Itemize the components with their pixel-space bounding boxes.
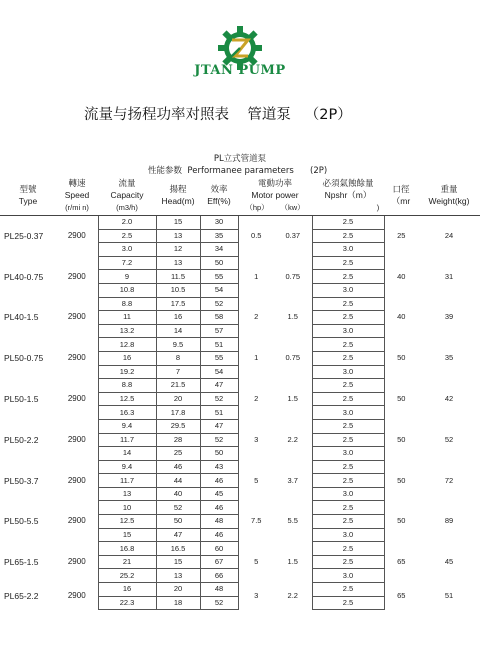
cell-port: 50 [397, 516, 406, 526]
col-header-eff [200, 175, 238, 216]
col-speed-en: Speed [64, 189, 90, 200]
col-motor-kw: （kw） [280, 202, 305, 212]
cell-model: PL40-0.75 [4, 271, 44, 282]
cell-weight: 89 [444, 516, 454, 526]
cell-head: 25 [156, 447, 200, 461]
cell-speed: 2900 [67, 231, 86, 241]
cell-capacity: 22.3 [98, 596, 156, 610]
cell-eff: 35 [200, 229, 238, 243]
cell-capacity: 13 [98, 487, 156, 501]
cell-speed: 2900 [67, 353, 86, 363]
cell-weight: 52 [444, 434, 454, 444]
cell-npshr: 3.0 [312, 487, 384, 501]
cell-weight: 72 [444, 475, 454, 485]
cell-capacity: 11 [98, 311, 156, 325]
cell-head: 17.5 [156, 297, 200, 311]
cell-port: 25 [397, 231, 406, 241]
col-eff-cn: 效率 [210, 184, 228, 194]
cell-npshr: 2.5 [312, 596, 384, 610]
table-subtitle-parameters: 性能参数 Performanee parameters (2P) [148, 166, 328, 176]
cell-head: 13 [156, 569, 200, 583]
cell-motor-kw: 3.7 [287, 475, 298, 485]
cell-npshr: 3.0 [312, 324, 384, 338]
cell-head: 16 [156, 311, 200, 325]
table-row [0, 216, 480, 230]
cell-head: 12 [156, 243, 200, 257]
cell-head: 18 [156, 596, 200, 610]
cell-head: 9.5 [156, 338, 200, 352]
cell-motor-hp: 5 [254, 475, 259, 485]
cell-motor-hp: 3 [254, 591, 259, 601]
cell-head: 17.8 [156, 406, 200, 420]
col-header-speed [56, 175, 98, 216]
cell-port: 65 [397, 591, 406, 601]
cell-head: 50 [156, 515, 200, 529]
cell-npshr: 2.5 [312, 229, 384, 243]
cell-npshr: 3.0 [312, 283, 384, 297]
cell-capacity: 16 [98, 583, 156, 597]
cell-eff: 34 [200, 243, 238, 257]
cell-head: 15 [156, 216, 200, 230]
cell-eff: 46 [200, 474, 238, 488]
col-motor-en: Motor power [251, 189, 299, 200]
table-row [0, 379, 480, 393]
cell-npshr: 2.5 [312, 256, 384, 270]
cell-head: 47 [156, 528, 200, 542]
cell-npshr: 2.5 [312, 419, 384, 433]
cell-port: 40 [397, 271, 406, 281]
cell-motor-hp: 3 [254, 434, 259, 444]
cell-npshr: 2.5 [312, 338, 384, 352]
cell-eff: 55 [200, 351, 238, 365]
cell-capacity: 21 [98, 555, 156, 569]
cell-speed: 2900 [67, 312, 86, 322]
cell-head: 20 [156, 583, 200, 597]
cell-head: 21.5 [156, 379, 200, 393]
col-motor-hp: （hp） [245, 202, 269, 212]
cell-model: PL50-5.5 [4, 516, 39, 527]
performance-table [0, 175, 480, 610]
col-header-motor [238, 175, 312, 216]
cell-npshr: 2.5 [312, 433, 384, 447]
cell-eff: 50 [200, 256, 238, 270]
cell-capacity: 8.8 [98, 379, 156, 393]
col-speed-cn: 轉速 [68, 177, 86, 188]
cell-capacity: 2.5 [98, 229, 156, 243]
col-port-cn: 口徑 [392, 184, 410, 194]
cell-eff: 30 [200, 216, 238, 230]
col-capacity-unit: (m3/h) [116, 202, 138, 212]
cell-npshr: 2.5 [312, 392, 384, 406]
brand-name: JTAN PUMP [194, 63, 286, 78]
cell-speed: 2900 [67, 394, 86, 404]
cell-head: 16.5 [156, 542, 200, 556]
cell-motor-hp: 2 [254, 394, 259, 404]
cell-capacity: 11.7 [98, 433, 156, 447]
cell-weight: 51 [444, 591, 454, 601]
table-row [0, 256, 480, 270]
cell-head: 20 [156, 392, 200, 406]
cell-port: 40 [397, 312, 406, 322]
cell-model: PL65-2.2 [4, 591, 39, 602]
col-header-capacity [98, 175, 156, 216]
cell-npshr: 2.5 [312, 583, 384, 597]
cell-motor-kw: 5.5 [287, 516, 298, 526]
cell-npshr: 2.5 [312, 542, 384, 556]
cell-model: PL65-1.5 [4, 557, 39, 568]
cell-motor-kw: 0.75 [285, 353, 301, 363]
cell-npshr: 2.5 [312, 515, 384, 529]
col-port-en: （mr [391, 196, 411, 206]
cell-port: 65 [397, 557, 406, 567]
table-header-row [0, 175, 480, 216]
cell-npshr: 3.0 [312, 406, 384, 420]
cell-npshr: 3.0 [312, 243, 384, 257]
cell-npshr: 2.5 [312, 297, 384, 311]
cell-eff: 50 [200, 447, 238, 461]
cell-eff: 52 [200, 433, 238, 447]
col-header-npshr [312, 175, 384, 216]
cell-speed: 2900 [67, 271, 86, 281]
page-title: 流量与扬程功率对照表 管道泵 （2P） [84, 107, 352, 123]
cell-head: 15 [156, 555, 200, 569]
cell-npshr: 2.5 [312, 216, 384, 230]
cell-model: PL50-3.7 [4, 475, 39, 486]
cell-eff: 46 [200, 528, 238, 542]
cell-capacity: 9.4 [98, 419, 156, 433]
cell-capacity: 7.2 [98, 256, 156, 270]
cell-npshr: 2.5 [312, 270, 384, 284]
cell-motor-kw: 1.5 [287, 557, 298, 567]
cell-motor-kw: 2.2 [287, 591, 298, 601]
cell-capacity: 9 [98, 270, 156, 284]
cell-eff: 54 [200, 283, 238, 297]
cell-eff: 52 [200, 297, 238, 311]
cell-capacity: 12.5 [98, 515, 156, 529]
cell-port: 50 [397, 353, 406, 363]
cell-speed: 2900 [67, 475, 86, 485]
cell-eff: 60 [200, 542, 238, 556]
cell-npshr: 3.0 [312, 447, 384, 461]
cell-npshr: 3.0 [312, 528, 384, 542]
cell-weight: 42 [444, 394, 454, 404]
cell-head: 13 [156, 229, 200, 243]
cell-motor-kw: 2.2 [287, 434, 298, 444]
cell-head: 11.5 [156, 270, 200, 284]
cell-npshr: 3.0 [312, 365, 384, 379]
cell-eff: 51 [200, 338, 238, 352]
cell-eff: 45 [200, 487, 238, 501]
cell-weight: 35 [444, 353, 454, 363]
cell-eff: 46 [200, 501, 238, 515]
table-row [0, 297, 480, 311]
cell-head: 40 [156, 487, 200, 501]
cell-npshr: 2.5 [312, 311, 384, 325]
cell-npshr: 2.5 [312, 501, 384, 515]
cell-model: PL50-1.5 [4, 394, 39, 405]
col-header-type [0, 175, 56, 216]
cell-eff: 51 [200, 406, 238, 420]
cell-port: 50 [397, 434, 406, 444]
cell-npshr: 2.5 [312, 379, 384, 393]
cell-eff: 52 [200, 596, 238, 610]
cell-eff: 48 [200, 515, 238, 529]
cell-eff: 58 [200, 311, 238, 325]
table-subtitle-series: PL立式管道泵 [213, 154, 267, 164]
cell-capacity: 16.8 [98, 542, 156, 556]
performance-table-body [0, 216, 480, 610]
col-head-en: Head(m) [161, 196, 195, 206]
cell-motor-hp: 1 [254, 353, 259, 363]
cell-weight: 24 [444, 231, 454, 241]
cell-npshr: 3.0 [312, 569, 384, 583]
cell-capacity: 9.4 [98, 460, 156, 474]
cell-capacity: 2.0 [98, 216, 156, 230]
table-row [0, 419, 480, 433]
cell-eff: 55 [200, 270, 238, 284]
cell-speed: 2900 [67, 591, 86, 601]
col-capacity-en: Capacity [110, 189, 144, 200]
cell-speed: 2900 [67, 434, 86, 444]
cell-motor-hp: 5 [254, 557, 259, 567]
cell-capacity: 14 [98, 447, 156, 461]
col-weight-en: Weight(kg) [428, 196, 470, 206]
cell-motor-hp: 7.5 [251, 516, 262, 526]
col-eff-en: Eff(%) [207, 196, 231, 206]
cell-model: PL50-2.2 [4, 434, 39, 445]
cell-speed: 2900 [67, 516, 86, 526]
cell-capacity: 12.5 [98, 392, 156, 406]
col-head-cn: 揚程 [169, 184, 187, 194]
cell-capacity: 16.3 [98, 406, 156, 420]
cell-capacity: 10.8 [98, 283, 156, 297]
cell-eff: 57 [200, 324, 238, 338]
cell-motor-hp: 0.5 [251, 231, 262, 241]
cell-eff: 67 [200, 555, 238, 569]
cell-capacity: 11.7 [98, 474, 156, 488]
col-npshr-en: Npshr（m） [324, 189, 372, 200]
cell-port: 50 [397, 475, 406, 485]
cell-model: PL25-0.37 [4, 231, 44, 242]
col-npshr-paren: ) [376, 202, 380, 212]
cell-head: 7 [156, 365, 200, 379]
cell-head: 52 [156, 501, 200, 515]
col-motor-cn: 電動功率 [258, 177, 293, 188]
cell-motor-hp: 1 [254, 271, 259, 281]
col-type-cn: 型號 [19, 184, 37, 194]
col-capacity-cn: 流量 [118, 177, 136, 188]
cell-speed: 2900 [67, 557, 86, 567]
cell-eff: 43 [200, 460, 238, 474]
table-row [0, 501, 480, 515]
cell-weight: 31 [444, 271, 454, 281]
col-header-weight [418, 175, 480, 216]
cell-head: 28 [156, 433, 200, 447]
cell-head: 29.5 [156, 419, 200, 433]
cell-eff: 47 [200, 419, 238, 433]
cell-eff: 54 [200, 365, 238, 379]
col-speed-unit: (r/mi n) [65, 202, 89, 212]
cell-head: 10.5 [156, 283, 200, 297]
cell-head: 13 [156, 256, 200, 270]
cell-motor-kw: 0.75 [285, 271, 301, 281]
cell-npshr: 2.5 [312, 351, 384, 365]
cell-model: PL40-1.5 [4, 312, 39, 323]
cell-capacity: 10 [98, 501, 156, 515]
cell-capacity: 15 [98, 528, 156, 542]
cell-weight: 39 [444, 312, 454, 322]
cell-capacity: 3.0 [98, 243, 156, 257]
cell-capacity: 19.2 [98, 365, 156, 379]
cell-motor-hp: 2 [254, 312, 259, 322]
table-row [0, 338, 480, 352]
cell-eff: 52 [200, 392, 238, 406]
cell-weight: 45 [444, 557, 454, 567]
col-npshr-cn: 必須氣蝕餘量 [322, 177, 374, 188]
cell-head: 8 [156, 351, 200, 365]
cell-head: 46 [156, 460, 200, 474]
col-header-head [156, 175, 200, 216]
table-row [0, 460, 480, 474]
cell-head: 14 [156, 324, 200, 338]
col-header-port [384, 175, 418, 216]
cell-model: PL50-0.75 [4, 353, 44, 364]
cell-eff: 48 [200, 583, 238, 597]
cell-capacity: 8.8 [98, 297, 156, 311]
cell-capacity: 16 [98, 351, 156, 365]
cell-npshr: 2.5 [312, 474, 384, 488]
cell-capacity: 25.2 [98, 569, 156, 583]
cell-capacity: 12.8 [98, 338, 156, 352]
col-weight-cn: 重量 [440, 184, 458, 194]
cell-port: 50 [397, 394, 406, 404]
cell-npshr: 2.5 [312, 460, 384, 474]
cell-capacity: 13.2 [98, 324, 156, 338]
table-row [0, 542, 480, 556]
table-row [0, 583, 480, 597]
cell-motor-kw: 1.5 [287, 394, 298, 404]
cell-eff: 47 [200, 379, 238, 393]
cell-eff: 66 [200, 569, 238, 583]
cell-motor-kw: 0.37 [285, 231, 301, 241]
cell-npshr: 2.5 [312, 555, 384, 569]
col-type-en: Type [18, 196, 38, 206]
cell-motor-kw: 1.5 [287, 312, 298, 322]
cell-head: 44 [156, 474, 200, 488]
